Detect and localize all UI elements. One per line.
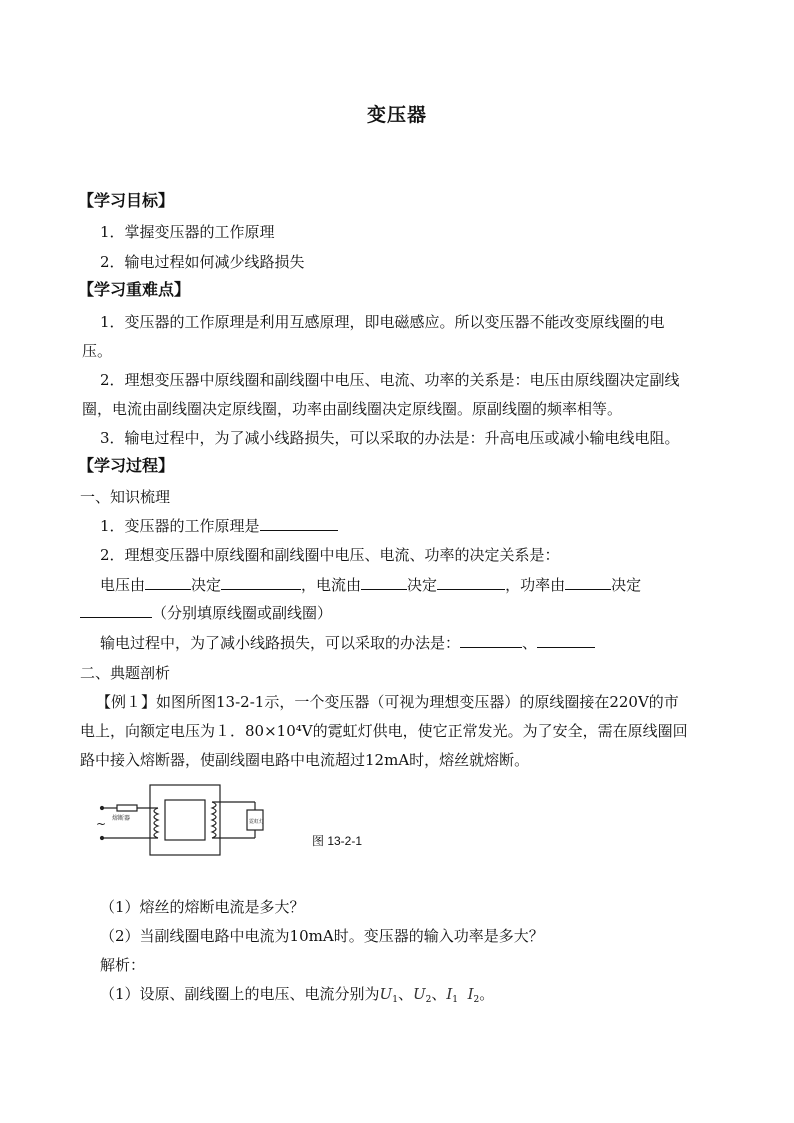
- key-point-1b: 压。: [82, 342, 113, 360]
- example-line-3: 路中接入熔断器，使副线圈电路中电流超过12mA时，熔丝就熔断。: [80, 751, 530, 769]
- answer-blank[interactable]: [260, 516, 338, 531]
- goals-heading: 【学习目标】: [78, 191, 175, 210]
- part1-title: 一、知识梳理: [80, 488, 171, 506]
- analysis-text: （1）设原、副线圈上的电压、电流分别为: [100, 985, 380, 1003]
- var-u: U: [412, 985, 426, 1003]
- ac-source-symbol: ~: [96, 817, 107, 831]
- fill-in-line-2: [80, 603, 332, 623]
- fill-voltage-label: 电压由: [100, 576, 146, 594]
- answer-blank[interactable]: [80, 603, 152, 618]
- analysis-line-1: [100, 984, 494, 1010]
- knowledge-item-2: 2．理想变压器中原线圈和副线圈中电压、电流、功率的决定关系是：: [100, 546, 560, 564]
- answer-blank[interactable]: [565, 575, 611, 590]
- fuse: [117, 805, 137, 811]
- fill-decide-label: 决定: [611, 576, 642, 594]
- analysis-end: 。: [479, 985, 495, 1003]
- figure-caption: 图 13-2-1: [312, 834, 363, 848]
- page-title: 变压器: [366, 104, 427, 126]
- answer-blank[interactable]: [145, 575, 191, 590]
- answer-blank[interactable]: [437, 575, 505, 590]
- key-point-2b: 圈，电流由副线圈决定原线圈，功率由副线圈决定原线圈。原副线圈的频率相等。: [82, 400, 623, 418]
- answer-blank[interactable]: [361, 575, 407, 590]
- secondary-coil: [212, 802, 216, 838]
- question-1: （1）熔丝的熔断电流是多大？: [100, 898, 305, 916]
- example-text-a: 如图所图13-2-1示，一个变压器（可视为理想变压器）的原线圈接在220V的市: [156, 693, 679, 711]
- primary-coil: [154, 808, 158, 838]
- answer-blank[interactable]: [460, 633, 522, 648]
- knowledge-item-1: [100, 516, 338, 536]
- answer-blank[interactable]: [537, 633, 595, 648]
- subscript: 1: [392, 995, 398, 1005]
- goal-item-1: 1．掌握变压器的工作原理: [100, 223, 275, 241]
- var-i: I: [446, 985, 453, 1003]
- var-separator: 、: [431, 985, 447, 1003]
- goal-item-2: 2．输电过程如何减少线路损失: [100, 253, 305, 271]
- fill-note: （分别填原线圈或副线圈）: [152, 604, 333, 622]
- knowledge-item-3-text: 输电过程中，为了减小线路损失，可以采取的办法是：: [100, 634, 461, 652]
- fill-decide-label: 决定: [407, 576, 438, 594]
- key-point-3: 3．输电过程中，为了减小线路损失，可以采取的办法是：升高电压或减小输电线电阻。: [100, 429, 680, 447]
- process-heading: 【学习过程】: [78, 456, 175, 475]
- question-2: （2）当副线圈电路中电流为10mA时。变压器的输入功率是多大？: [100, 927, 544, 945]
- key-point-1a: 1．变压器的工作原理是利用互感原理，即电磁感应。所以变压器不能改变原线圈的电: [100, 313, 665, 331]
- subscript: 2: [473, 995, 480, 1005]
- part2-title: 二、典题剖析: [80, 664, 171, 682]
- fuse-label: 熔断器: [112, 815, 131, 822]
- example-line-2: 电上，向额定电压为１．80×10⁴V的霓虹灯供电，使它正常发光。为了安全，需在原线圈回: [80, 722, 688, 740]
- fill-current-label: ，电流由: [301, 576, 362, 594]
- fill-power-label: ，功率由: [505, 576, 566, 594]
- subscript: 2: [425, 995, 432, 1005]
- var-separator: 、: [397, 985, 413, 1003]
- transformer-circuit-figure: [92, 780, 272, 860]
- lamp-label: 霓虹灯: [249, 819, 265, 825]
- knowledge-item-3: [100, 633, 595, 653]
- fill-in-line: [100, 575, 641, 595]
- key-point-2a: 2．理想变压器中原线圈和副线圈中电压、电流、功率的关系是：电压由原线圈决定副线: [100, 371, 680, 389]
- analysis-label: 解析：: [100, 956, 146, 974]
- example-line-1: [96, 692, 679, 712]
- key-points-heading: 【学习重难点】: [78, 280, 191, 299]
- fill-decide-label: 决定: [191, 576, 222, 594]
- transformer-core-window: [165, 800, 205, 840]
- var-u: U: [379, 985, 393, 1003]
- var-i: I: [467, 985, 474, 1003]
- subscript: 1: [452, 995, 459, 1005]
- example-label: 【例１】: [96, 693, 157, 711]
- blank-separator: 、: [522, 634, 538, 652]
- knowledge-item-1-text: 1．变压器的工作原理是: [100, 517, 260, 535]
- transformer-core: [150, 785, 220, 855]
- answer-blank[interactable]: [221, 575, 301, 590]
